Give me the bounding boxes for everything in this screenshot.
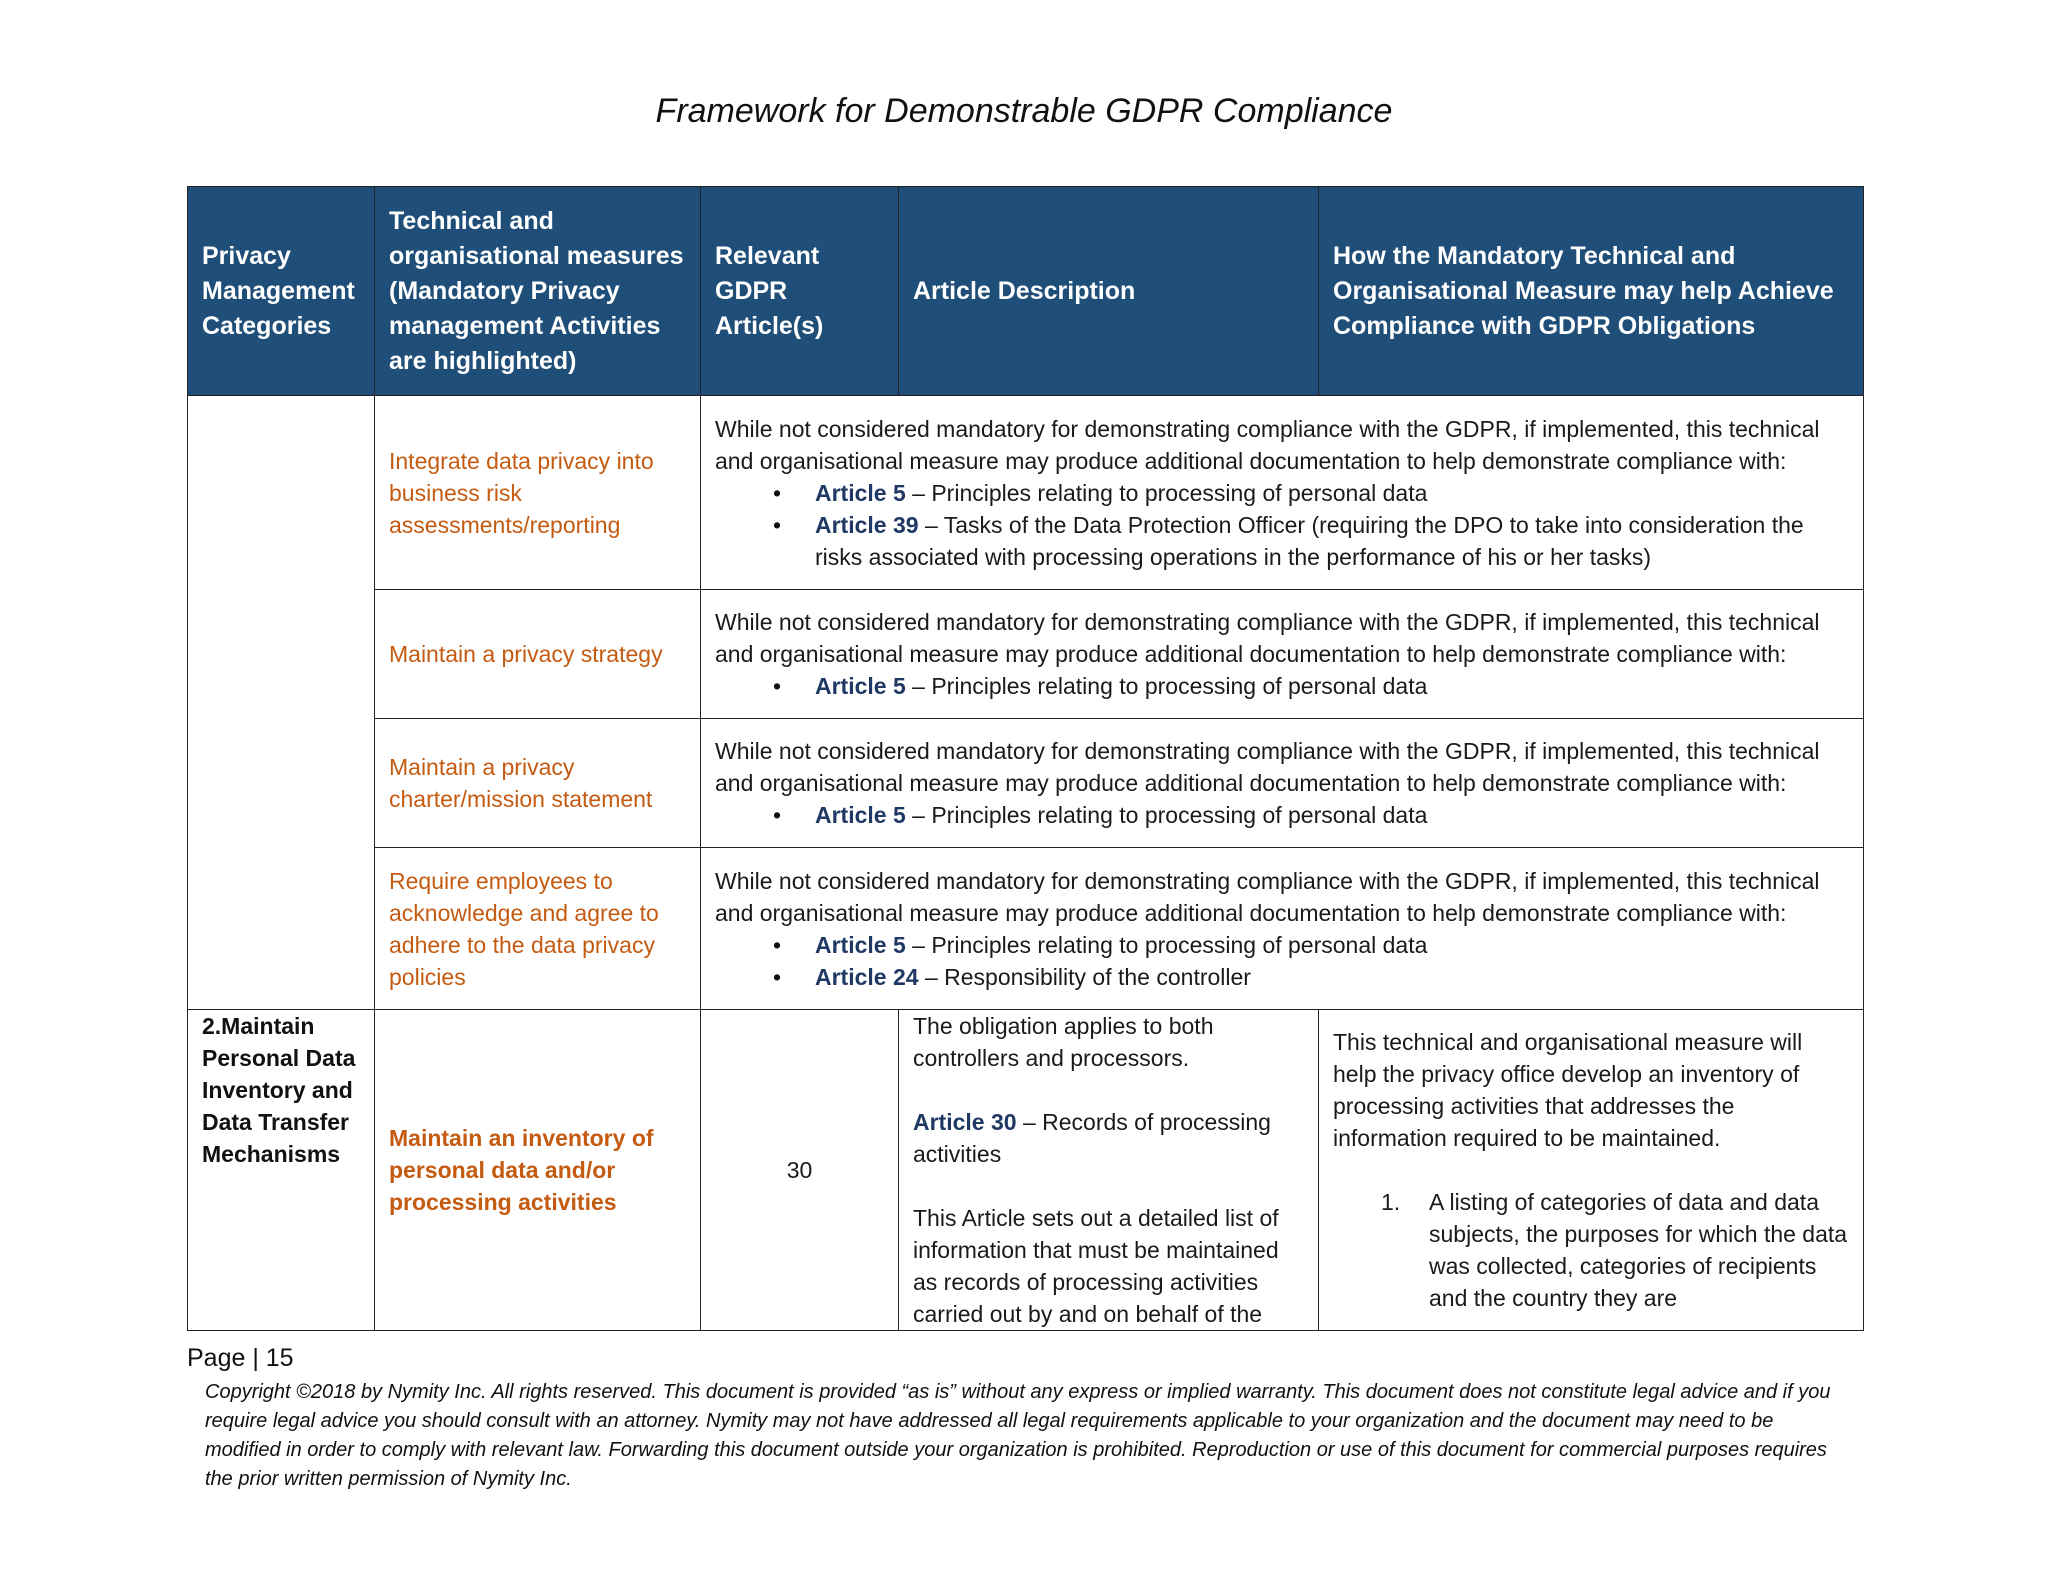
- document-title: Framework for Demonstrable GDPR Compliance: [655, 92, 1393, 130]
- list-item: [815, 477, 1849, 509]
- note-cell: [701, 719, 1864, 848]
- how-compliance-cell: [1319, 1010, 1864, 1331]
- article-ref: Article 24: [815, 963, 919, 990]
- header-measures: Technical and organisational measures (Mandatory Privacy management Activities are highlighted): [375, 187, 701, 396]
- article-ref: Article 5: [815, 479, 906, 506]
- list-item: [815, 799, 1849, 831]
- table-row: [188, 396, 1864, 590]
- article-description-cell: [899, 1010, 1319, 1331]
- how-intro: This technical and organisational measure will help the privacy office develop an inventory of processing activities that addresses the information required to be maintained.: [1333, 1029, 1803, 1151]
- table-row: [188, 719, 1864, 848]
- table-row: [188, 848, 1864, 1010]
- note-cell: [701, 590, 1864, 719]
- article-text: – Principles relating to processing of personal data: [905, 931, 1428, 958]
- note-cell: [701, 396, 1864, 590]
- category-cell-empty: [188, 396, 375, 1010]
- note-text: While not considered mandatory for demonstrating compliance with the GDPR, if implemented, this technical and organisational measure may produce additional documentation to help demonstrate compliance with:: [715, 609, 1820, 667]
- category-cell: 2.Maintain Personal Data Inventory and Data Transfer Mechanisms: [188, 1010, 375, 1331]
- article-text: – Principles relating to processing of personal data: [905, 479, 1428, 506]
- article-text: – Principles relating to processing of personal data: [905, 802, 1428, 828]
- note-cell: [701, 848, 1864, 1010]
- list-item: [815, 929, 1849, 961]
- article-text: – Tasks of the Data Protection Officer (requiring the DPO to take into consideration the risks associated with processing operations in the performance of his or her tasks): [815, 511, 1804, 570]
- page-number: Page | 15: [187, 1344, 294, 1372]
- article-text: – Principles relating to processing of personal data: [905, 673, 1428, 699]
- description-intro: The obligation applies to both controllers and processors.: [913, 1013, 1214, 1071]
- article-list: [715, 929, 1849, 993]
- description-article: [913, 1106, 1304, 1170]
- header-row: [188, 187, 1864, 396]
- list-item: [815, 670, 1849, 702]
- measure-cell: Require employees to acknowledge and agree to adhere to the data privacy policies: [375, 848, 701, 1010]
- table-row: [188, 590, 1864, 719]
- measure-cell: Maintain a privacy strategy: [375, 590, 701, 719]
- article-ref: Article 5: [815, 802, 906, 828]
- measure-cell: Maintain a privacy charter/mission statement: [375, 719, 701, 848]
- article-list: [715, 477, 1849, 573]
- article-list: [715, 670, 1849, 702]
- table-row: [188, 1010, 1864, 1331]
- list-number: 1.: [1381, 1189, 1401, 1215]
- list-item: [815, 509, 1849, 573]
- note-text: While not considered mandatory for demonstrating compliance with the GDPR, if implemented, this technical and organisational measure may produce additional documentation to help demonstrate compliance with:: [715, 867, 1820, 926]
- list-item: [815, 961, 1849, 993]
- list-item: [1381, 1186, 1849, 1314]
- header-how-compliance: How the Mandatory Technical and Organisational Measure may help Achieve Compliance with GDPR Obligations: [1319, 187, 1864, 396]
- article-text: – Responsibility of the controller: [918, 963, 1251, 990]
- copyright-notice: Copyright ©2018 by Nymity Inc. All rights reserved. This document is provided “as is” without any express or implied warranty. This document does not constitute legal advice and if you require legal advice you should consult with an attorney. Nymity may not have addressed all legal requirements applicable to your organization and the document may need to be modified in order to comply with relevant law. Forwarding this document outside your organization is prohibited. Reproduction or use of this document for commercial purposes requires the prior written permission of Nymity Inc.: [205, 1381, 1831, 1490]
- measure-cell: Maintain an inventory of personal data and/or processing activities: [375, 1010, 701, 1331]
- article-list: [715, 799, 1849, 831]
- description-detail: This Article sets out a detailed list of information that must be maintained as records of processing activities carried out by and on behalf of the: [913, 1205, 1279, 1327]
- note-text: While not considered mandatory for demonstrating compliance with the GDPR, if implemented, this technical and organisational measure may produce additional documentation to help demonstrate compliance with:: [715, 415, 1820, 474]
- header-privacy-categories: Privacy Management Categories: [188, 187, 375, 396]
- how-list: [1333, 1186, 1849, 1314]
- note-text: While not considered mandatory for demonstrating compliance with the GDPR, if implemented, this technical and organisational measure may produce additional documentation to help demonstrate compliance with:: [715, 738, 1820, 796]
- header-article-description: Article Description: [899, 187, 1319, 396]
- compliance-table: [187, 186, 1864, 1331]
- article-ref: Article 39: [815, 511, 919, 538]
- article-ref: Article 5: [815, 931, 906, 958]
- article-ref: Article 5: [815, 673, 906, 699]
- article-ref: Article 30: [913, 1109, 1017, 1135]
- article-number-cell: 30: [701, 1010, 899, 1331]
- header-articles: Relevant GDPR Article(s): [701, 187, 899, 396]
- list-text: A listing of categories of data and data subjects, the purposes for which the data was collected, categories of recipients and the country they are: [1429, 1189, 1848, 1311]
- measure-cell: Integrate data privacy into business risk assessments/reporting: [375, 396, 701, 590]
- article-text: – Records of processing activities: [913, 1109, 1271, 1167]
